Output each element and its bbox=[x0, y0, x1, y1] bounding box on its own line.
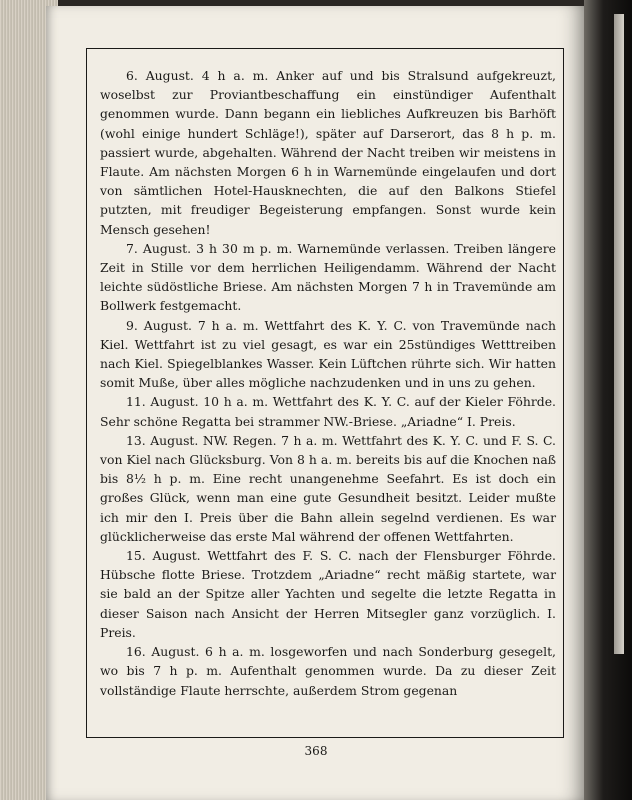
paragraph-aug-7: 7. August. 3 h 30 m p. m. Warnemünde verlassen. Treiben längere Zeit in Stille vor dem herrlichen Heiligendamm. Während der Nacht leichte südöstliche Briese. Am nächsten Morgen 7 h in Travemünde am Bollwerk festgemacht. bbox=[100, 240, 556, 314]
paragraph-aug-13: 13. August. NW. Regen. 7 h a. m. Wettfahrt des K. Y. C. und F. S. C. von Kiel nach Glücksburg. Von 8 h a. m. bereits bis auf die Knochen naß bis 8½ h p. m. Eine recht unangenehme Seefahrt. Es ist doch ein großes Glück, wenn man eine gute Gesundheit besitzt. Leider mußte ich mir den I. Preis über die Bahn allein segelnd verdienen. Es war glücklicherweise das erste Mal während der offenen Wettfahrten. bbox=[100, 432, 556, 544]
book-gutter-shadow bbox=[584, 0, 632, 800]
paragraph-aug-15: 15. August. Wettfahrt des F. S. C. nach der Flensburger Föhrde. Hübsche flotte Briese. Trotzdem „Ariadne“ recht mäßig startete, war sie bald an der Spitze aller Yachten und segelte die letzte Regatta in dieser Saison nach Ansicht der Herren Mitsegler ganz vorzüglich. I. Preis. bbox=[100, 548, 556, 640]
paragraph-aug-9: 9. August. 7 h a. m. Wettfahrt des K. Y. C. von Travemünde nach Kiel. Wettfahrt ist zu viel gesagt, es war ein 25stündiges Wetttreiben nach Kiel. Spiegelblankes Wasser. Kein Lüftchen rührte sich. Wir hatten somit Muße, über alles mögliche nachzudenken und in uns zu gehen. bbox=[100, 317, 556, 391]
paragraph-aug-16: 16. August. 6 h a. m. losgeworfen und nach Sonderburg gesegelt, wo bis 7 h p. m. Aufenthalt genommen wurde. Da zu dieser Zeit vollständige Flaute herrschte, außerdem Strom gegenan bbox=[100, 644, 556, 698]
page-number: 368 bbox=[304, 744, 328, 758]
opposite-page-edge bbox=[614, 14, 624, 654]
paragraph-aug-11: 11. August. 10 h a. m. Wettfahrt des K. Y. C. auf der Kieler Föhrde. Sehr schöne Regatta bei strammer NW.-Briese. „Ariadne“ I. Preis. bbox=[100, 394, 556, 429]
paragraph-aug-6: 6. August. 4 h a. m. Anker auf und bis Stralsund aufgekreuzt, woselbst zur Proviantbeschaffung ein einstündiger Aufenthalt genommen wurde. Dann begann ein liebliches Aufkreuzen bis Barhöft (wohl einige hundert Schläge!), später auf Darserort, das 8 h p. m. passiert wurde, abgehalten. Während der Nacht treiben wir meistens in Flaute. Am nächsten Morgen 6 h in Warnemünde eingelaufen und dort von sämtlichen Hotel-Hausknechten, die auf den Balkons Stiefel putzten, mit freudiger Begeisterung empfangen. Sonst wurde kein Mensch gesehen! bbox=[100, 68, 556, 237]
page-text bbox=[100, 66, 556, 700]
